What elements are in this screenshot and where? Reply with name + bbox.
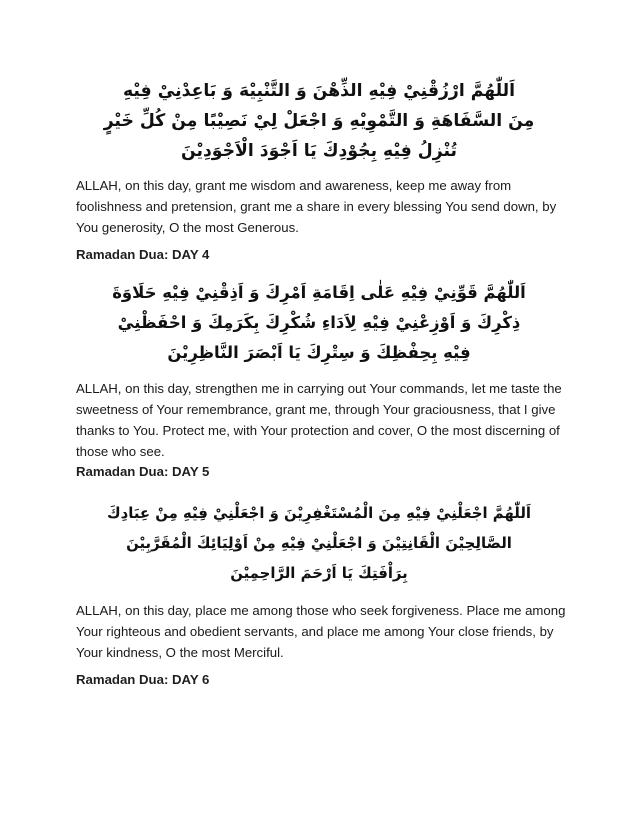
- arabic-line: اَللّٰهُمَّ قَوِّنِيْ فِيْهِ عَلٰى اِقَامَةِ اَمْرِكَ وَ اَذِقْنِيْ فِيْهِ حَلَاوَةَ: [112, 283, 526, 302]
- arabic-line: اَللّٰهُمَّ اجْعَلْنِيْ فِيْهِ مِنَ الْمُسْتَغْفِرِيْنَ وَ اجْعَلْنِيْ فِيْهِ مِنْ عِبَادِكَ: [106, 504, 532, 522]
- english-translation: ALLAH, on this day, grant me wisdom and awareness, keep me away from foolishness and pretension, grant me a share in every blessing You send down, by You generosity, O the most Generous.: [76, 178, 557, 235]
- arabic-line: مِنَ السَّفَاهَةِ وَ التَّمْوِيْهِ وَ اجْعَلْ لِيْ نَصِيْبًا مِنْ كُلِّ خَيْرٍ: [103, 111, 535, 131]
- arabic-line: فِيْهِ بِحِفْظِكَ وَ سِتْرِكَ يَا اَبْصَرَ النَّاظِرِيْنَ: [167, 343, 471, 362]
- arabic-dua-text: [0, 278, 638, 368]
- arabic-line: تُنْزِلُ فِيْهِ بِجُوْدِكَ يَا اَجْوَدَ الْاَجْوَدِيْنَ: [180, 141, 457, 161]
- english-translation: ALLAH, on this day, place me among those who seek forgiveness. Place me among Your righteous and obedient servants, and place me among Your close friends, by Your kindness, O the most Merciful.: [76, 603, 566, 660]
- english-translation: ALLAH, on this day, strengthen me in carrying out Your commands, let me taste the sweetness of Your remembrance, grant me, through Your graciousness, that I give thanks to You. Protect me, with Your protection and cover, O the most discerning of those who see.: [76, 381, 562, 459]
- arabic-line: الصَّالِحِيْنَ الْقَانِتِيْنَ وَ اجْعَلْنِيْ فِيْهِ مِنْ اَوْلِيَائِكَ الْمُقَرَّبِيْنَ: [126, 534, 512, 552]
- section-heading: Ramadan Dua: DAY 6: [76, 672, 210, 687]
- arabic-line: اَللّٰهُمَّ ارْزُقْنِيْ فِيْهِ الذِّهْنَ وَ التَّنْبِيْهَ وَ بَاعِدْنِيْ فِيْهِ: [122, 81, 516, 101]
- section-heading: Ramadan Dua: DAY 5: [76, 464, 210, 479]
- arabic-dua-text: [0, 76, 638, 166]
- section-heading: Ramadan Dua: DAY 4: [76, 247, 210, 262]
- arabic-line: ذِكْرِكَ وَ اَوْزِعْنِيْ فِيْهِ لِاَدَاءِ شُكْرِكَ بِكَرَمِكَ وَ احْفَظْنِيْ: [117, 313, 521, 332]
- arabic-dua-text: [0, 498, 638, 588]
- arabic-line: بِرَاْفَتِكَ يَا اَرْحَمَ الرَّاحِمِيْنَ: [230, 564, 408, 582]
